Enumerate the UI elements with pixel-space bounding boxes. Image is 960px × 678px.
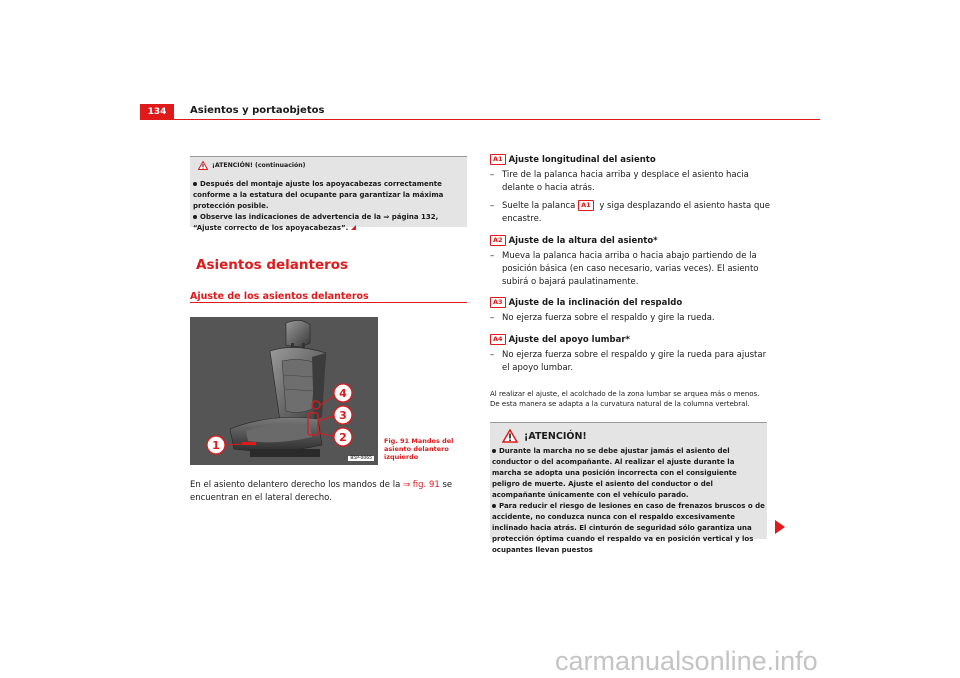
step-1-text-a: Tire de la palanca hacia arriba y desplace el asiento hacia delante o hacia atrás. xyxy=(502,170,749,193)
step-1-title: Ajuste longitudinal del asiento xyxy=(508,155,656,165)
callout-1 xyxy=(207,436,225,454)
warning-continued-heading-text: ¡ATENCIÓN! (continuación) xyxy=(212,162,306,169)
warning-main-heading xyxy=(502,429,587,443)
step-2-title: Ajuste de la altura del asiento* xyxy=(508,236,658,246)
continue-arrow-icon xyxy=(775,520,785,534)
warning-main-item-2: Para reducir el riesgo de lesiones en caso de frenazos bruscos o de accidente, no conduzca nunca con el respaldo excesivamente inclinado hacia atrás. El cinturón de seguridad sólo garantiza una protección óptima cuando el respaldo va en posición vertical y los ocupantes llevan puestos xyxy=(492,502,765,554)
step-1: A1 Ajuste longitudinal del asiento – Tire de la palanca hacia arriba y desplace el asiento hacia delante o hacia atrás. – Suelte la palanca A1 y siga desplazando el asiento hasta que encastre. xyxy=(490,155,770,224)
warning-triangle-icon xyxy=(502,429,518,443)
section-end-icon xyxy=(351,225,356,230)
step-2: A2 Ajuste de la altura del asiento* – Mueva la palanca hacia arriba o hacia abajo partiendo de la posición básica (en caso necesario, varias veces). El asiento subirá o bajará paulatinamente. xyxy=(490,235,770,289)
step-badge-a4: A4 xyxy=(490,334,506,345)
warning-continued-item-1: Después del montaje ajuste los apoyacabezas correctamente conforme a la estatura del ocupante para garantizar la máxima protección posible. xyxy=(193,180,444,210)
step-badge-a1: A1 xyxy=(490,154,506,165)
step-4-title: Ajuste del apoyo lumbar* xyxy=(508,335,630,345)
callout-2-label: 2 xyxy=(339,431,347,444)
callout-4-label: 4 xyxy=(339,387,347,400)
step-badge-a2: A2 xyxy=(490,235,506,246)
subsection-rule xyxy=(190,302,467,303)
section-title: Asientos delanteros xyxy=(196,257,349,273)
inline-badge-a1: A1 xyxy=(578,200,594,211)
step-2-text: Mueva la palanca hacia arriba o hacia abajo partiendo de la posición básica (en caso necesario, varias veces). El asiento subirá o bajará paulatinamente. xyxy=(502,251,759,287)
front-seat-illustration xyxy=(190,317,378,465)
warning-triangle-icon xyxy=(198,161,208,170)
callout-4 xyxy=(334,384,352,402)
header-title: Asientos y portaobjetos xyxy=(190,105,325,116)
figure-code: B5P-0065 xyxy=(350,456,372,461)
step-3: A3 Ajuste de la inclinación del respaldo – No ejerza fuerza sobre el respaldo y gire la rueda. xyxy=(490,298,715,323)
callout-2 xyxy=(334,428,352,446)
page-number: 134 xyxy=(140,104,174,120)
lumbar-note: Al realizar el ajuste, el acolchado de la zona lumbar se arquea más o menos. De esta manera se adapta a la curvatura natural de la columna vertebral. xyxy=(490,390,760,408)
footer-watermark: carmanualsonline.info xyxy=(555,646,818,676)
bullet-icon xyxy=(193,215,197,219)
bullet-icon xyxy=(193,182,197,186)
warning-continued-item-2: Observe las indicaciones de advertencia de la ⇒ página 132, “Ajuste correcto de los apoyacabezas”. xyxy=(193,213,439,232)
warning-main-item-1: Durante la marcha no se debe ajustar jamás el asiento del conductor o del acompañante. Al realizar el ajuste durante la marcha se adopta una posición incorrecta con el consiguiente peligro de muerte. Ajuste el asiento del conductor o del acompañante únicamente con el vehículo parado. xyxy=(492,447,737,499)
subsection-title: Ajuste de los asientos delanteros xyxy=(190,291,369,302)
figure-caption: Fig. 91 Mandos del asiento delantero izquierdo xyxy=(384,437,454,461)
figure-reference-link[interactable]: ⇒ fig. 91 xyxy=(402,480,440,490)
header-rule xyxy=(140,119,820,120)
warning-main-box xyxy=(490,422,767,554)
step-3-title: Ajuste de la inclinación del respaldo xyxy=(508,298,683,308)
callout-3 xyxy=(334,406,352,424)
step-1-text-b: Suelte la palanca A1 y siga desplazando el asiento hasta que encastre. xyxy=(502,201,770,224)
step-badge-a3: A3 xyxy=(490,297,506,308)
step-3-text: No ejerza fuerza sobre el respaldo y gire la rueda. xyxy=(502,313,715,323)
step-4-text: No ejerza fuerza sobre el respaldo y gire la rueda para ajustar el apoyo lumbar. xyxy=(502,350,767,373)
bullet-icon xyxy=(492,504,496,508)
callout-3-label: 3 xyxy=(339,409,347,422)
warning-main-heading-text: ¡ATENCIÓN! xyxy=(524,430,587,442)
callout-1-label: 1 xyxy=(212,439,220,452)
step-4: A4 Ajuste del apoyo lumbar* – No ejerza fuerza sobre el respaldo y gire la rueda para ajustar el apoyo lumbar. xyxy=(490,334,770,375)
left-paragraph: En el asiento delantero derecho los mandos de la ⇒ fig. 91 se encuentran en el lateral derecho. xyxy=(190,480,453,503)
bullet-icon xyxy=(492,449,496,453)
warning-continued-box xyxy=(190,156,467,232)
seat-figure xyxy=(190,317,378,465)
page-reference-link[interactable]: ⇒ página 132, “Ajuste correcto de los apoyacabezas”. xyxy=(193,213,439,232)
warning-continued-heading xyxy=(198,161,306,170)
